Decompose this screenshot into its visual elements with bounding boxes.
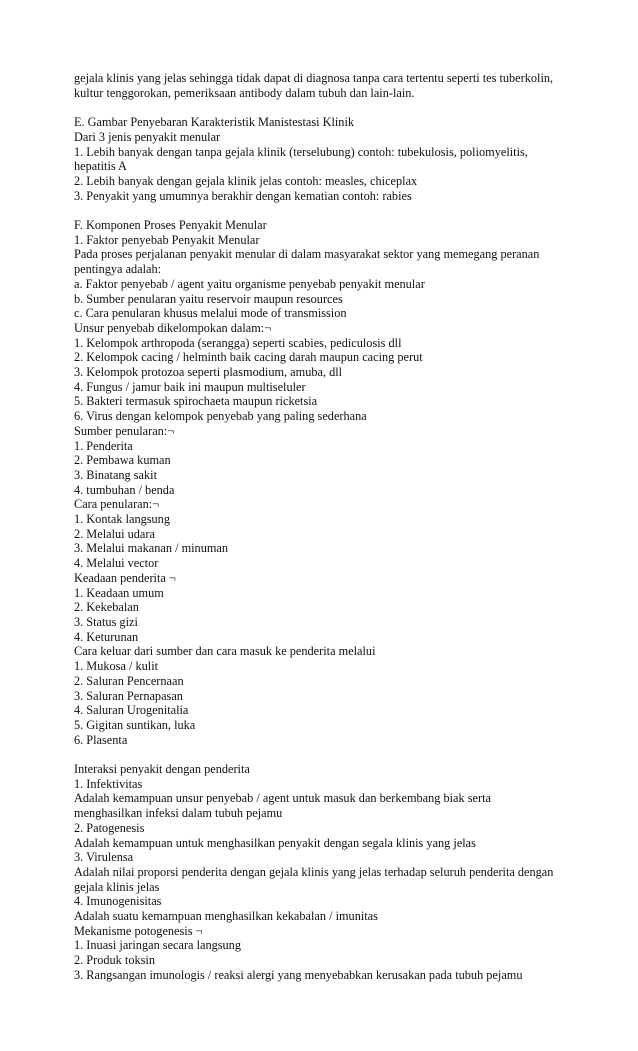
text-line: Interaksi penyakit dengan penderita [74,762,250,776]
text-line: 3. Rangsangan imunologis / reaksi alergi yang menyebabkan kerusakan pada tubuh pejamu [74,967,523,982]
text-line: 6. Plasenta [74,732,128,747]
text-line: pentingya adalah: [74,262,162,277]
text-line: b. Sumber penularan yaitu reservoir maupun resources [74,291,343,306]
text-line: 3. Melalui makanan / minuman [74,541,229,556]
text-line: 1. Keadaan umum [74,585,164,600]
document-body [74,71,574,983]
text-line: E. Gambar Penyebaran Karakteristik Manistestasi Klinik [74,115,355,130]
text-line: 2. Melalui udara [74,526,155,541]
text-line: 3. Virulensa [74,850,134,865]
text-line: F. Komponen Proses Penyakit Menular [74,218,267,232]
text-line: a. Faktor penyebab / agent yaitu organisme penyebab penyakit menular [74,276,425,291]
text-line: 1. Mukosa / kulit [74,659,159,674]
text-line: 1. Inuasi jaringan secara langsung [74,938,241,953]
text-line: Adalah suatu kemampuan menghasilkan kekabalan / imunitas [74,909,378,924]
text-line: Adalah kemampuan untuk menghasilkan penyakit dengan segala klinis yang jelas [74,835,476,850]
text-line: 2. Kekebalan [74,600,139,615]
text-line: 6. Virus dengan kelompok penyebab yang paling sederhana [74,409,367,424]
text-line: 1. Penderita [74,438,133,453]
text-line: 3. Saluran Pernapasan [74,688,183,703]
text-line: 2. Produk toksin [74,953,155,968]
blank-line [74,100,574,115]
text-line: menghasilkan infeksi dalam tubuh pejamu [74,806,283,821]
text-line: Cara penularan:¬ [74,497,160,512]
text-line: hepatitis A [74,159,127,174]
blank-line [74,203,574,218]
text-line: gejala klinis yang jelas sehingga tidak dapat di diagnosa tanpa cara tertentu seperti tes tuberkolin, [74,71,554,85]
text-line: kultur tenggorokan, pemeriksaan antibody dalam tubuh dan lain-lain. [74,85,415,100]
text-line: 3. Status gizi [74,614,138,629]
text-line: Adalah kemampuan unsur penyebab / agent untuk masuk dan berkembang biak serta [74,791,491,806]
text-line: Adalah nilai proporsi penderita dengan gejala klinis yang jelas terhadap seluruh penderita dengan [74,864,554,879]
text-line: c. Cara penularan khusus melalui mode of transmission [74,306,347,321]
text-line: 2. Pembawa kuman [74,453,171,468]
text-line: Unsur penyebab dikelompokan dalam:¬ [74,320,272,335]
text-line: Pada proses perjalanan penyakit menular di dalam masyarakat sektor yang memegang peranan [74,247,540,262]
text-line: 1. Kontak langsung [74,512,170,527]
text-line: 5. Gigitan suntikan, luka [74,717,196,732]
text-line: Keadaan penderita ¬ [74,570,176,585]
text-line: 4. Keturunan [74,629,139,644]
text-line: 4. Fungus / jamur baik ini maupun multiseluler [74,379,306,394]
text-line: 2. Lebih banyak dengan gejala klinik jelas contoh: measles, chiceplax [74,173,418,188]
text-line: 2. Saluran Pencernaan [74,673,184,688]
blank-line [74,747,574,762]
text-line: Dari 3 jenis penyakit menular [74,129,221,144]
text-line: 4. tumbuhan / benda [74,482,175,497]
text-line: 2. Kelompok cacing / helminth baik cacing darah maupun cacing perut [74,350,423,365]
text-line: 5. Bakteri termasuk spirochaeta maupun ricketsia [74,394,318,409]
text-line: Cara keluar dari sumber dan cara masuk ke penderita melalui [74,644,376,659]
text-line: 4. Melalui vector [74,556,159,571]
text-line: 1. Lebih banyak dengan tanpa gejala klinik (terselubung) contoh: tubekulosis, poliomyelitis, [74,144,528,159]
text-line: 3. Binatang sakit [74,467,157,482]
text-line: Sumber penularan:¬ [74,423,175,438]
text-line: 4. Saluran Urogenitalia [74,703,189,718]
text-line: 3. Kelompok protozoa seperti plasmodium, amuba, dll [74,365,343,380]
text-line: 1. Kelompok arthropoda (serangga) seperti scabies, pediculosis dll [74,335,402,350]
text-line: 1. Infektivitas [74,776,143,791]
text-line: Mekanisme potogenesis ¬ [74,923,203,938]
text-line: 1. Faktor penyebab Penyakit Menular [74,232,260,247]
text-line: gejala klinis jelas [74,879,160,894]
text-line: 2. Patogenesis [74,820,145,835]
text-line: 4. Imunogenisitas [74,894,162,909]
text-line: 3. Penyakit yang umumnya berakhir dengan kematian contoh: rabies [74,188,412,203]
